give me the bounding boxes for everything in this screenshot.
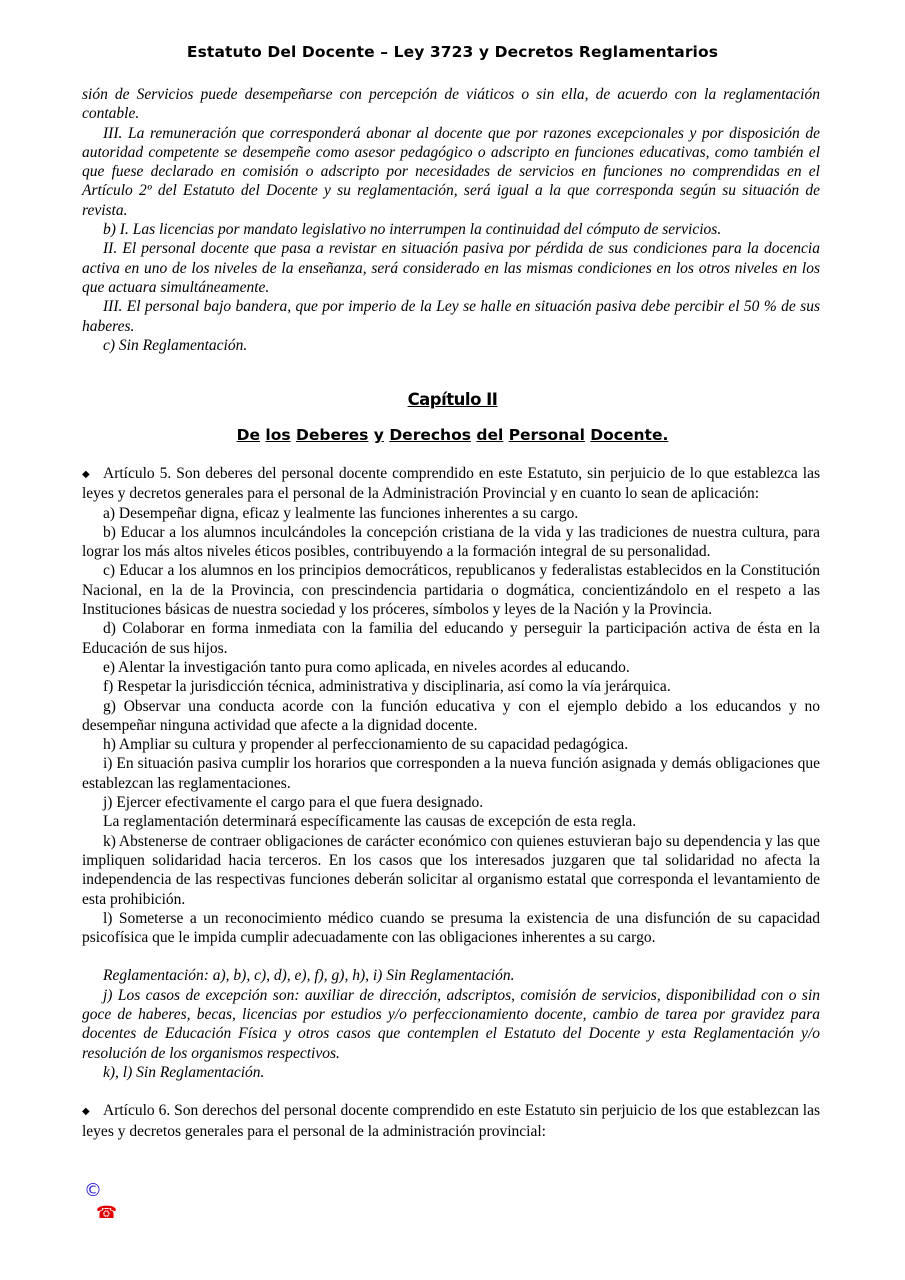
list-item: f) Respetar la jurisdicción técnica, administrativa y disciplinaria, así como la vía jerárquica. xyxy=(103,678,671,696)
paragraph: II. El personal docente que pasa a revistar en situación pasiva por pérdida de sus condiciones para la docencia activa en uno de los niveles de la enseñanza, será considerado en las mismas condiciones en los otros niveles en los que actuara simultáneamente. xyxy=(82,240,820,296)
list-item: a) Desempeñar digna, eficaz y lealmente las funciones inherentes a su cargo. xyxy=(103,504,579,522)
article-5 xyxy=(82,464,820,1141)
diamond-bullet-icon: ◆ xyxy=(82,1106,90,1118)
reglamentacion-paragraph: j) Los casos de excepción son: auxiliar de dirección, adscriptos, comisión de servicios, disponibilidad con o sin goce de haberes, becas, licencias por estudios y/o perfeccionamiento docente, cambio de tarea por gravidez para docentes de Educación Física y otros casos que contemplen el Estatuto del Docente y esta Reglamentación y/o resolución de los organismos respectivos. xyxy=(82,986,820,1062)
subtitle-word: De xyxy=(236,426,261,444)
list-item: k) Abstenerse de contraer obligaciones de carácter económico con quienes estuvieran bajo su dependencia y las que impliquen solidaridad hacia terceros. En los casos que los interesados juzgaren que tal solidaridad no afecta la independencia de las respectivas funciones deberán solicitar al organismo estatal que corresponda el levantamiento de esta prohibición. xyxy=(82,832,821,908)
paragraph: sión de Servicios puede desempeñarse con percepción de viáticos o sin ella, de acuerdo con la reglamentación contable. xyxy=(82,86,820,123)
list-item: d) Colaborar en forma inmediata con la familia del educando y perseguir la participación activa de ésta en la Educación de sus hijos. xyxy=(82,620,820,657)
list-item: e) Alentar la investigación tanto pura como aplicada, en niveles acordes al educando. xyxy=(103,658,630,676)
list-item: b) Educar a los alumnos inculcándoles la concepción cristiana de la vida y las tradiciones de nuestra cultura, para lograr los más altos niveles éticos posibles, contribuyendo a la formación integral de su personalidad. xyxy=(82,523,820,561)
article-intro xyxy=(82,464,820,504)
list-item: La reglamentación determinará específicamente las causas de excepción de esta regla. xyxy=(103,813,637,831)
subtitle-word: Personal xyxy=(508,426,585,444)
diamond-bullet-icon: ◆ xyxy=(82,469,90,480)
paragraph: b) I. Las licencias por mandato legislativo no interrumpen la continuidad del cómputo de servicios. xyxy=(103,221,722,239)
subtitle-word: Derechos xyxy=(389,426,471,444)
phone-icon: ☎ xyxy=(96,1203,118,1223)
list-item: g) Observar una conducta acorde con la función educativa y con el ejemplo debido a los educandos y no desempeñar ninguna actividad que afecte a la dignidad docente. xyxy=(82,697,820,734)
subtitle-word: del xyxy=(476,426,504,444)
subtitle-word: Docente. xyxy=(590,426,669,444)
subtitle-word: Deberes xyxy=(296,426,369,444)
reglamentacion-paragraph: k), l) Sin Reglamentación. xyxy=(103,1063,265,1081)
page-footer xyxy=(84,1180,117,1223)
paragraph: c) Sin Reglamentación. xyxy=(103,336,248,354)
spacer xyxy=(82,1082,820,1101)
article-intro-text: Artículo 6. Son derechos del personal docente comprendido en este Estatuto sin perjuicio de los que establezcan las leyes y decretos generales para el personal de la administración provincial: xyxy=(82,1102,820,1140)
top-section xyxy=(82,85,820,355)
chapter-subtitle xyxy=(0,426,905,444)
page-header: Estatuto Del Docente – Ley 3723 y Decretos Reglamentarios xyxy=(186,43,719,61)
list-item: c) Educar a los alumnos en los principios democráticos, republicanos y federalistas establecidos en la Constitución Nacional, en la de la Provincia, con prescindencia partidaria o dogmática, concientizándolo en el respeto a las Instituciones básicas de nuestra sociedad y los próceres, símbolos y leyes de la Nación y la Provincia. xyxy=(82,562,820,619)
subtitle-word: los xyxy=(265,426,291,444)
list-item: h) Ampliar su cultura y propender al perfeccionamiento de su capacidad pedagógica. xyxy=(103,736,629,754)
paragraph: III. El personal bajo bandera, que por imperio de la Ley se halle en situación pasiva debe percibir el 50 % de sus haberes. xyxy=(82,298,820,335)
article-intro-text: Artículo 5. Son deberes del personal docente comprendido en este Estatuto, sin perjuicio de lo que establezca las leyes y decretos generales para el personal de la Administración Provincial y en cuanto lo sean de aplicación: xyxy=(82,465,820,503)
list-item: i) En situación pasiva cumplir los horarios que corresponden a la nueva función asignada y demás obligaciones que establezcan las reglamentaciones. xyxy=(82,755,820,792)
copyright-icon: © xyxy=(84,1180,102,1201)
reglamentacion-paragraph: Reglamentación: a), b), c), d), e), f), g), h), i) Sin Reglamentación. xyxy=(103,967,515,985)
paragraph: III. La remuneración que corresponderá abonar al docente que por razones excepcionales y por disposición de autoridad competente se desempeñe como asesor pedagógico o adscripto en funciones educativas, como también el que fuese declarado en comisión o adscripto por necesidades de servicios en funciones no comprendidas en el Artículo 2º del Estatuto del Docente y su reglamentación, será igual a la que corresponda según su situación de revista. xyxy=(82,124,820,219)
subtitle-word: y xyxy=(373,426,384,444)
spacer xyxy=(82,947,820,966)
chapter-title: Capítulo II xyxy=(407,390,498,409)
list-item: l) Someterse a un reconocimiento médico cuando se presuma la existencia de una disfunción de su capacidad psicofísica que le impida cumplir adecuadamente con las obligaciones inherentes a su cargo. xyxy=(82,909,820,947)
list-item: j) Ejercer efectivamente el cargo para el que fuera designado. xyxy=(103,794,484,812)
article-intro xyxy=(82,1101,820,1141)
